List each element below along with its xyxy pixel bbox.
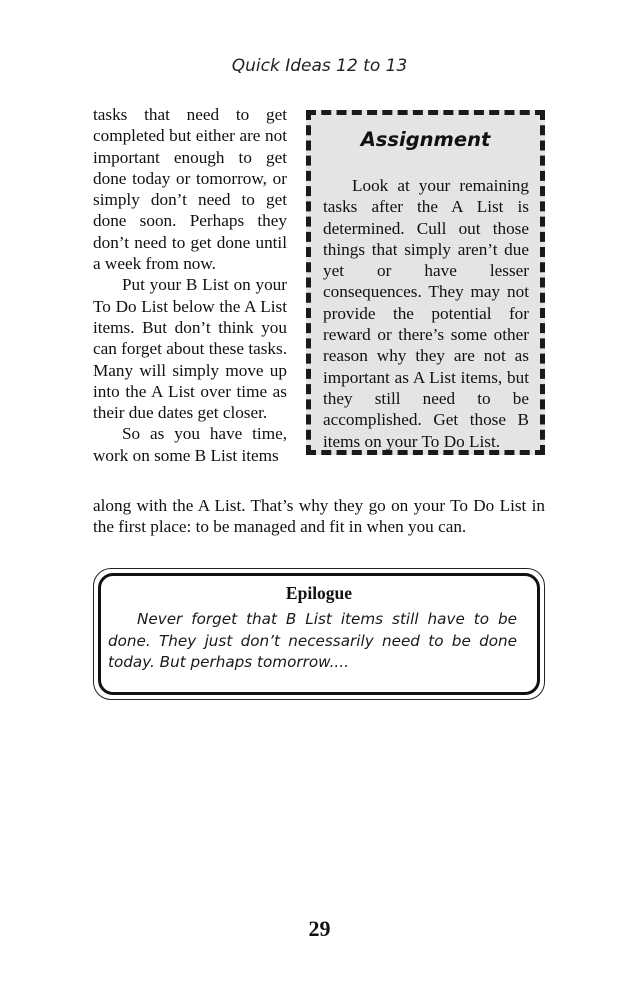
paragraph: So as you have time, work on some B List items [93, 424, 287, 465]
assignment-box [306, 110, 545, 455]
full-width-text [93, 495, 545, 538]
paragraph: along with the A List. That’s why they go on your To Do List in the first place: to be managed and fit in when you can. [93, 496, 545, 537]
assignment-title: Assignment [360, 128, 491, 151]
left-column-text [93, 104, 287, 466]
epilogue-body: Never forget that B List items still have to be done. They just don’t necessarily need to be done today. But perhaps tomorrow.... [108, 610, 517, 671]
epilogue-title: Epilogue [285, 583, 353, 603]
paragraph: Put your B List on your To Do List below the A List items. But don’t think you can forget about these tasks. Many will simply move up into the A List over time as their due dates get closer. [93, 275, 287, 423]
epilogue-box [93, 568, 545, 700]
running-head: Quick Ideas 12 to 13 [231, 56, 408, 76]
paragraph: tasks that need to get completed but either are not important enough to get done today or tomorrow, or simply don’t need to get done soon. Perhaps they don’t need to get done until a week from now. [93, 105, 287, 274]
assignment-body: Look at your remaining tasks after the A List is determined. Cull out those things that simply aren’t due yet or have lesser consequences. They may not provide the potential for reward or there’s some other reason why they are not as important as A List items, but they still need to be accomplished. Get those B items on your To Do List. [323, 176, 529, 451]
page-number: 29 [308, 916, 331, 941]
